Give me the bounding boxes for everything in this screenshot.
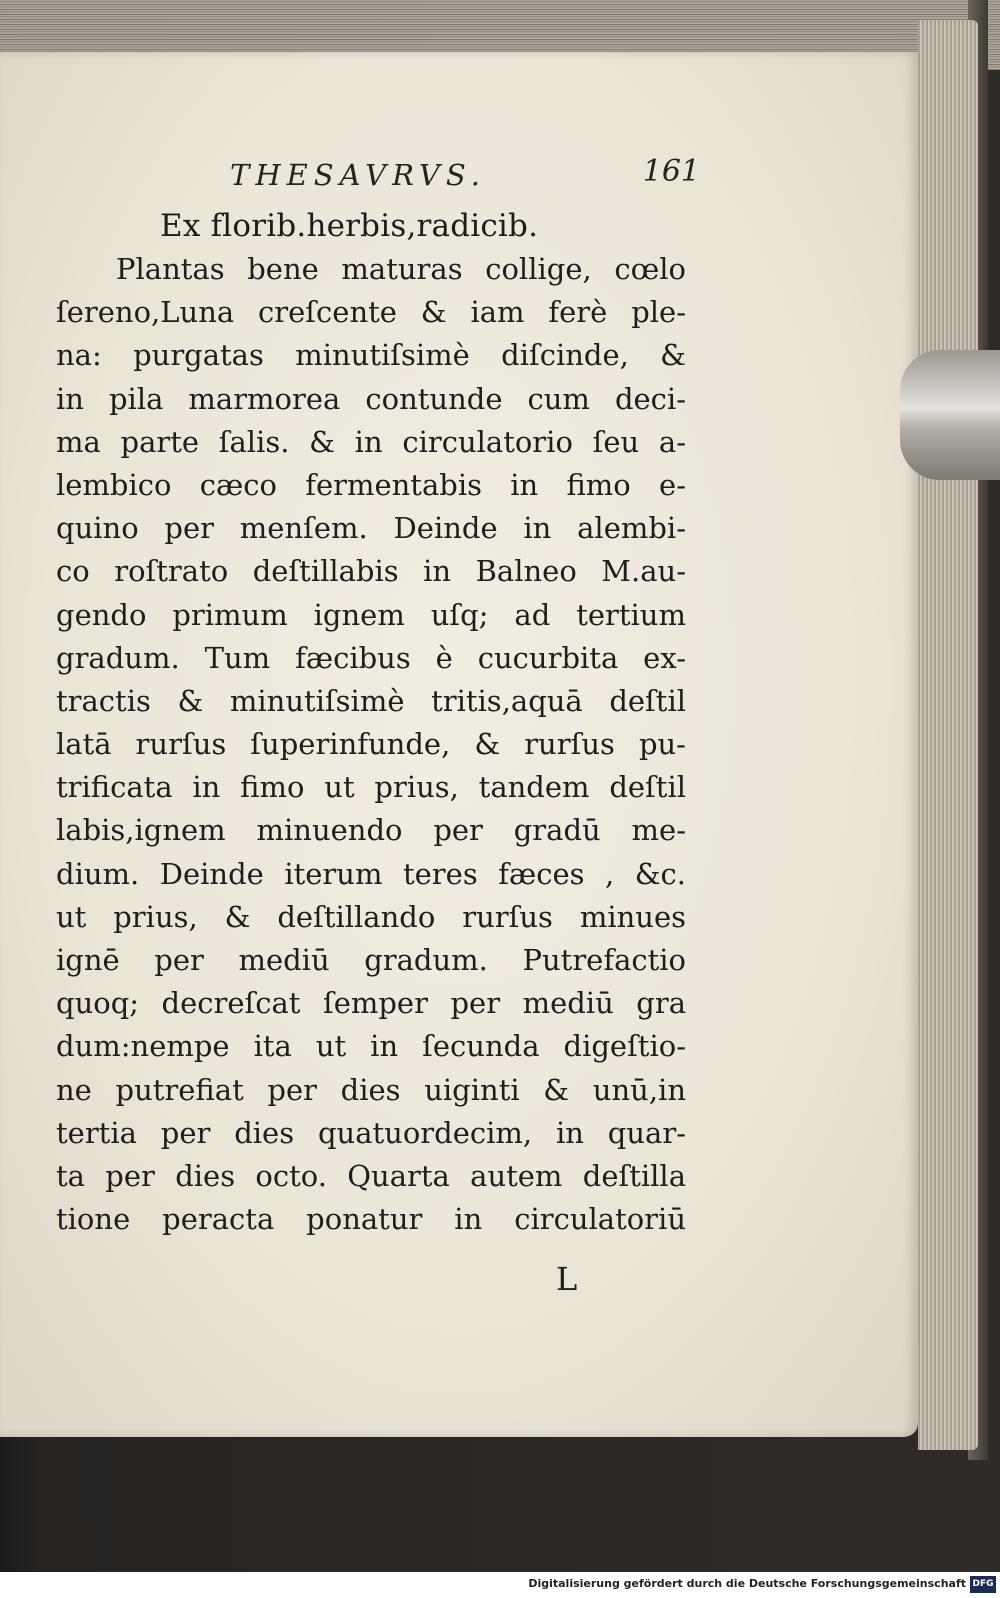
text-line: ne putrefiat per dies uiginti & unū,in bbox=[56, 1072, 686, 1107]
text-line: gradum. Tum fæcibus è cucurbita ex- bbox=[56, 640, 686, 675]
text-line: dium. Deinde iterum teres fæces , &c. bbox=[56, 856, 686, 891]
text-line: na: purgatas minutiſsimè diſcinde, & bbox=[56, 338, 686, 373]
text-line: labis,ignem minuendo per gradū me- bbox=[56, 813, 686, 848]
section-heading: Ex florib.herbis,radicib. bbox=[160, 208, 539, 244]
dfg-logo-icon: DFG bbox=[970, 1576, 996, 1593]
text-line: latā rurſus ſuperinfunde, & rurſus pu- bbox=[56, 727, 686, 762]
text-line: co roſtrato deſtillabis in Balneo M.au- bbox=[56, 554, 686, 589]
footer-bar bbox=[0, 1572, 1000, 1598]
text-line: ut prius, & deſtillando rurſus minues bbox=[56, 899, 686, 934]
text-line: lembico cæco fermentabis in fimo e- bbox=[56, 467, 686, 502]
text-line: quoq; decreſcat ſemper per mediū gra bbox=[56, 986, 686, 1021]
text-line: ma parte ſalis. & in circulatorio ſeu a- bbox=[56, 424, 686, 459]
text-line: in pila marmorea contunde cum deci- bbox=[56, 381, 686, 416]
text-line: ignē per mediū gradum. Putrefactio bbox=[56, 943, 686, 977]
text-line: gendo primum ignem uſq; ad tertium bbox=[56, 597, 686, 632]
text-line: tractis & minutiſsimè tritis,aquā deſtil bbox=[56, 683, 686, 718]
page-header bbox=[230, 154, 700, 194]
page-number: 161 bbox=[642, 154, 700, 189]
running-title: THESAVRVS. bbox=[230, 158, 486, 192]
book-page-stack bbox=[918, 20, 978, 1450]
text-line: tertia per dies quatuordecim, in quar- bbox=[56, 1115, 686, 1150]
text-line: quino per menſem. Deinde in alembi- bbox=[56, 511, 686, 546]
text-line: Plantas bene maturas collige, cœlo bbox=[116, 252, 686, 286]
catchword: L bbox=[556, 1260, 578, 1298]
text-line: ta per dies octo. Quarta autem deſtilla bbox=[56, 1158, 686, 1193]
text-line: tione peracta ponatur in circulatoriū bbox=[56, 1202, 686, 1237]
body-text bbox=[56, 248, 686, 1241]
text-line: ſereno,Luna creſcente & iam ferè ple- bbox=[56, 295, 686, 330]
page-clip bbox=[900, 350, 1000, 480]
text-line: trificata in fimo ut prius, tandem deſtil bbox=[56, 770, 686, 805]
text-line: dum:nempe ita ut in ſecunda digeſtio- bbox=[56, 1029, 686, 1064]
footer-credit: Digitalisierung gefördert durch die Deutsche Forschungsgemeinschaft bbox=[528, 1577, 966, 1590]
